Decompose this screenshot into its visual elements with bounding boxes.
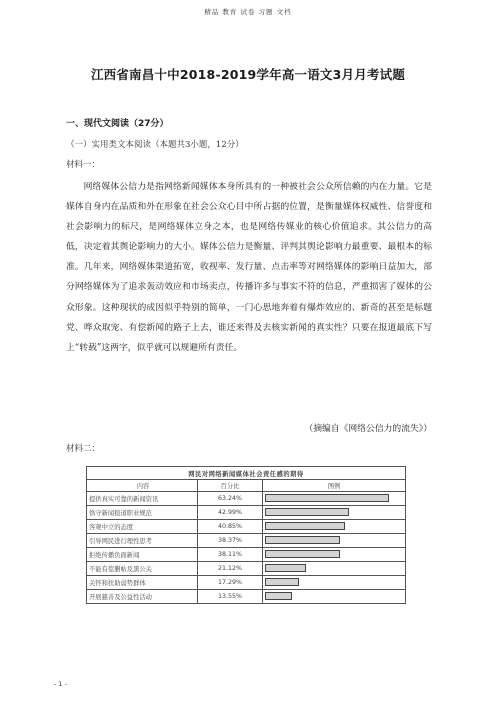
row-legend-cell xyxy=(263,534,406,548)
row-percent: 13.55% xyxy=(198,590,263,604)
survey-row xyxy=(87,590,406,604)
row-legend-cell xyxy=(263,520,406,534)
percent-bar xyxy=(265,592,292,600)
survey-header-row xyxy=(87,480,406,492)
row-label: 引导网民进行理性思考 xyxy=(87,534,198,548)
percent-bar xyxy=(265,508,349,516)
row-label: 关怀和扶助弱势群体 xyxy=(87,576,198,590)
survey-row xyxy=(87,534,406,548)
material1-label: 材料一： xyxy=(66,160,101,170)
row-legend-cell xyxy=(263,562,406,576)
percent-bar xyxy=(265,564,306,572)
page-header: 精品 教育 试卷 习题 文档 xyxy=(204,8,292,16)
row-legend-cell xyxy=(263,576,406,590)
survey-row xyxy=(87,562,406,576)
page-number: - 1 - xyxy=(54,680,67,688)
survey-table xyxy=(86,466,406,604)
percent-bar xyxy=(265,536,340,544)
survey-row xyxy=(87,520,406,534)
row-legend-cell xyxy=(263,492,406,506)
material1-paragraph: 网络媒体公信力是指网络新闻媒体本身所具有的一种被社会公众所信赖的内在力量。它是媒体自身内在品质和外在形象在社会公众心目中所占据的位置，是衡量媒体权威性、信誉度和社会影响力的标尺，是网络媒体立身之本，也是网络传媒业的核心价值追求。其公信力的高低，决定着其舆论影响力的大小。媒体公信力是衡量、评判其舆论影响力最重要、最根本的标准。几年来，网络媒体渠道拓宽，收视率、发行量、点击率等对网络媒体的影响日益加大，部分网络媒体为了追求轰动效应和市场卖点，传播许多与事实不符的信息，严重损害了媒体的公众形象。这种现状的成因似乎特别的简单，一门心思地奔着有爆炸效应的、新奇的甚至是标题党、哗众取宠、有偿新闻的路子上去，谁还来得及去核实新闻的真实性？只要在报道最底下写上“转载”这两字，似乎就可以规避所有责任。 xyxy=(66,182,432,353)
row-percent: 63.24% xyxy=(198,492,263,506)
row-percent: 17.29% xyxy=(198,576,263,590)
exam-title: 江西省南昌十中2018-2019学年高一语文3月月考试题 xyxy=(90,67,406,82)
percent-bar xyxy=(265,550,340,558)
percent-bar xyxy=(265,522,345,530)
column-header-legend: 图例 xyxy=(263,480,406,492)
row-label: 拒绝传播负面新闻 xyxy=(87,548,198,562)
row-percent: 38.37% xyxy=(198,534,263,548)
section-heading: 一、现代文阅读（27分） xyxy=(66,119,169,129)
survey-row xyxy=(87,576,406,590)
row-legend-cell xyxy=(263,590,406,604)
row-legend-cell xyxy=(263,548,406,562)
row-label: 提供真实可靠的新闻资讯 xyxy=(87,492,198,506)
row-percent: 38.11% xyxy=(198,548,263,562)
row-label: 开展慈善及公益性活动 xyxy=(87,590,198,604)
survey-row xyxy=(87,548,406,562)
survey-row xyxy=(87,506,406,520)
material2-label: 材料二： xyxy=(66,444,101,454)
percent-bar xyxy=(265,494,389,502)
row-percent: 42.99% xyxy=(198,506,263,520)
row-label: 恪守新闻报道职业规范 xyxy=(87,506,198,520)
survey-row xyxy=(87,492,406,506)
row-legend-cell xyxy=(263,506,406,520)
row-label: 客观中立的态度 xyxy=(87,520,198,534)
survey-caption-row xyxy=(87,467,406,480)
row-percent: 21.12% xyxy=(198,562,263,576)
column-header-content: 内容 xyxy=(87,480,198,492)
subsection-heading: （一）实用类文本阅读（本题共3小题，12分） xyxy=(66,140,244,150)
source-citation: （摘编自《网络公信力的流失》） xyxy=(304,424,432,434)
survey-title: 网民对网络新闻媒体社会责任感的期待 xyxy=(87,467,406,480)
percent-bar xyxy=(265,578,299,586)
row-percent: 40.85% xyxy=(198,520,263,534)
column-header-percent: 百分比 xyxy=(198,480,263,492)
row-label: 不能有偿删帖及黑公关 xyxy=(87,562,198,576)
